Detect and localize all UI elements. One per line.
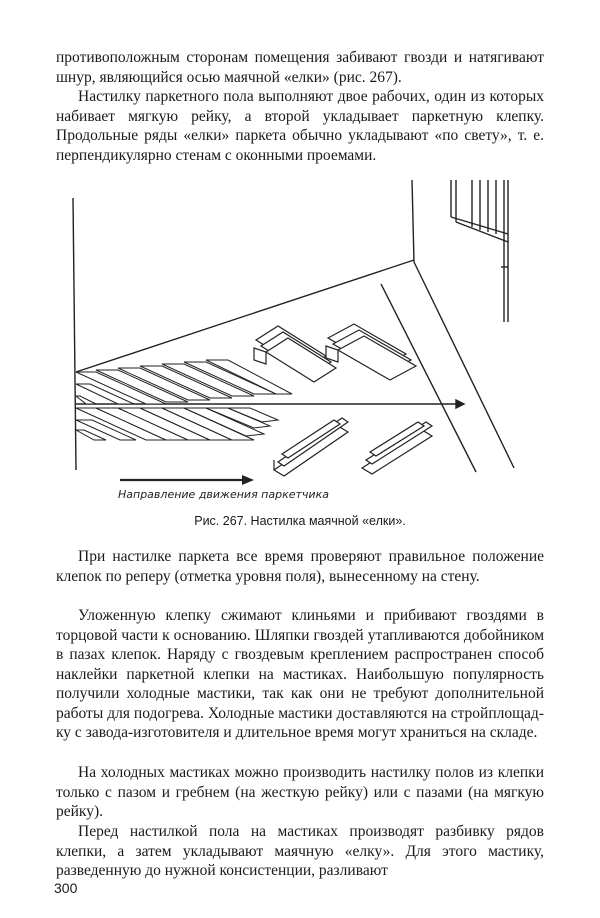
paragraph-crew: Настилку паркетного пола выполняют двое рабочих, один из которых набивает мягкую рейку, а второй укладывает паркетную клепку. Продольные ряды «елки» паркета обычно укладывают «по свету», т. е. перпендикулярно стенам с оконными проемами. <box>56 88 544 164</box>
cord-arrow-icon <box>456 400 464 408</box>
direction-label: Направление движения паркетчика <box>118 488 329 501</box>
page-number: 300 <box>54 880 78 896</box>
figure-drawing <box>56 172 544 507</box>
paragraph-layout: Перед настилкой пола на мастиках производят разбивку рядов клепки, а затем укладывают маячную «елку». Для этого мастику, разведенную до нужной консистенции, разливают <box>56 823 544 879</box>
parquet-stack-4 <box>362 422 432 474</box>
parquet-stack-2 <box>326 324 416 380</box>
figure-267 <box>56 172 544 507</box>
right-wall-corner <box>412 180 414 262</box>
parquet-stack-3 <box>274 418 348 476</box>
paragraph-cold-mastics: На холодных мастиках можно производить настилку полов из клепки только с пазом и гребнем (на жесткую рейку) или с пазами (на мягкую рейку). <box>56 764 544 820</box>
parquet-stack-1 <box>254 326 336 382</box>
window-frame <box>451 180 508 322</box>
direction-arrow <box>120 475 254 485</box>
herringbone-rows <box>76 360 292 440</box>
left-wall-line <box>73 198 76 470</box>
paragraph-mastics: Уложенную клепку сжимают клиньями и прибивают гвоздями в торцовой части к основанию. Шляпки гвоздей утапливаются добойником в пазах клепок. Наряду с гвоздевым креплением распространен способ наклейки паркетной клепки на мастиках. Наибольшую популярность получили холодные мастики, так как они не требуют дополнительной работы для подогрева. Холодные мастики доставляются на стройплощадку с завода-изготовителя и длительное время могут храниться на складе. <box>56 607 544 741</box>
paragraph-reper: При настилке паркета все время проверяют правильное положение клепок по реперу (отметка уровня поля), вынесенному на стену. <box>56 548 544 585</box>
figure-caption: Рис. 267. Настилка маячной «елки». <box>194 514 406 528</box>
paragraph-continuation: противоположным сторонам помещения забивают гвозди и натягивают шнур, являющийся осью маячной «елки» (рис. 267). <box>56 49 544 86</box>
